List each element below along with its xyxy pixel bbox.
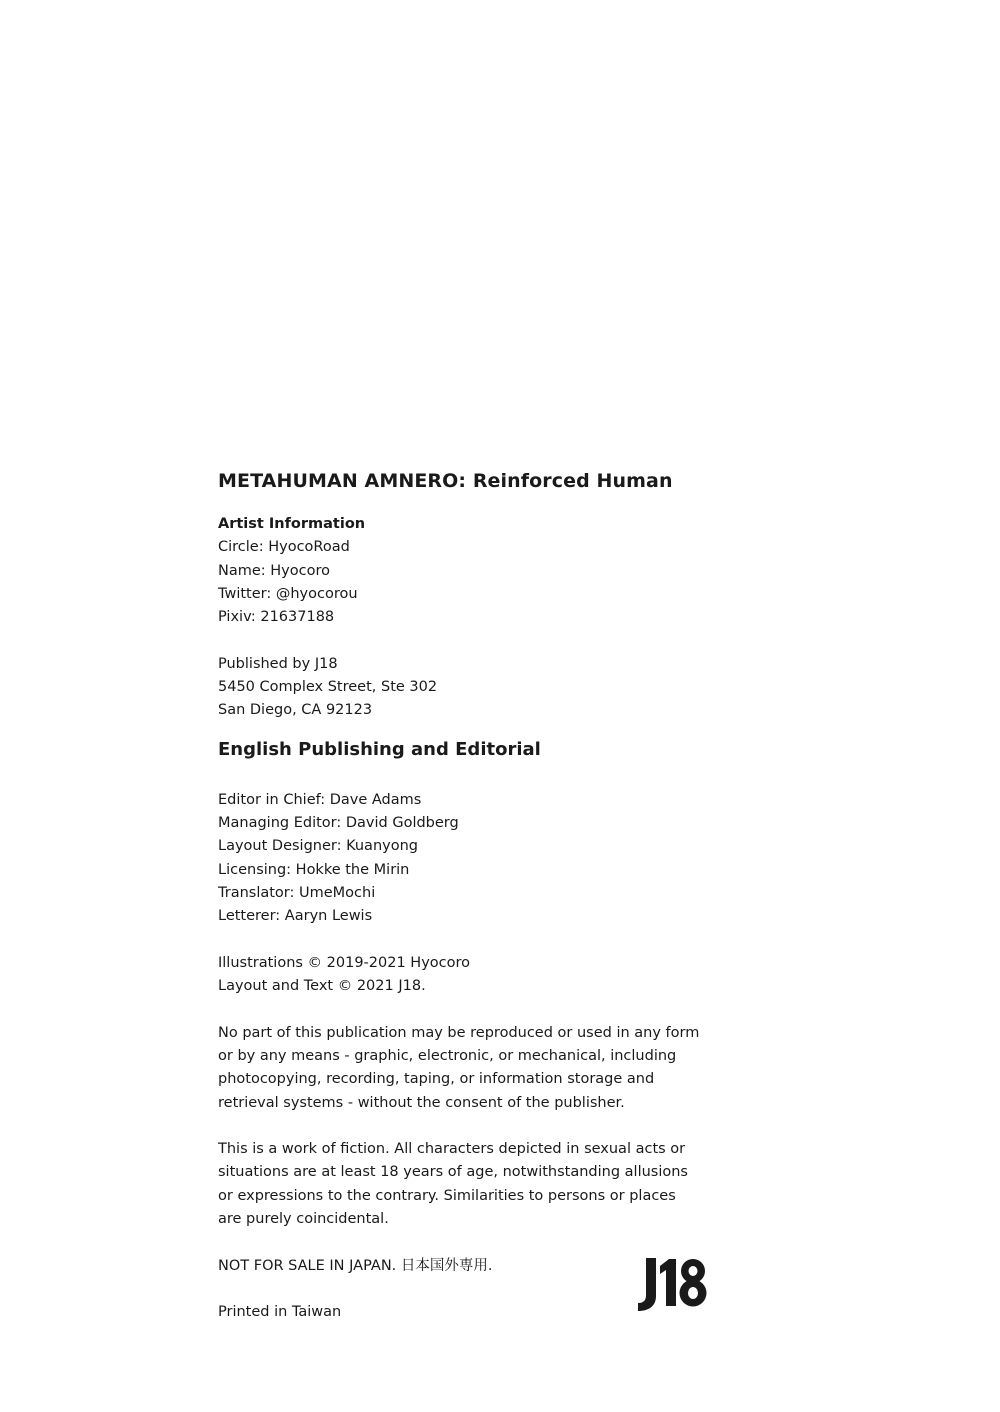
artist-twitter: Twitter: @hyocorou [218,585,358,602]
staff-licensing: Licensing: Hokke the Mirin [218,861,410,878]
book-title: METAHUMAN AMNERO: Reinforced Human [218,470,673,492]
artist-information [218,513,658,629]
copyright-notice [218,952,658,999]
copyright-illustrations: Illustrations © 2019-2021 Hyocoro [218,954,471,971]
rights-line: or by any means - graphic, electronic, or mechanical, including [218,1047,677,1064]
credits-page [218,466,700,1325]
publisher-info [218,653,658,723]
rights-line: retrieval systems - without the consent of the publisher. [218,1094,625,1111]
staff-layout-designer: Layout Designer: Kuanyong [218,838,418,855]
editorial-heading: English Publishing and Editorial [218,738,541,760]
logo-digit-8-top-hole [689,1266,698,1276]
logo-digit-8-bottom-hole [688,1287,698,1299]
publisher-name: Published by J18 [218,655,338,672]
printed-in-notice: Printed in Taiwan [218,1304,342,1321]
rights-notice [218,1022,700,1115]
artist-name: Name: Hyocoro [218,562,330,579]
copyright-layout-text: Layout and Text © 2021 J18. [218,978,426,995]
fiction-disclaimer [218,1138,688,1231]
staff-letterer: Letterer: Aaryn Lewis [218,908,373,925]
staff-managing-editor: Managing Editor: David Goldberg [218,814,459,831]
fiction-line: or expressions to the contrary. Similarities to persons or places [218,1187,676,1204]
artist-pixiv: Pixiv: 21637188 [218,609,335,626]
not-for-sale-notice: NOT FOR SALE IN JAPAN. 日本国外専用. [218,1257,493,1274]
artist-heading: Artist Information [218,516,366,532]
staff-translator: Translator: UmeMochi [218,884,376,901]
rights-line: No part of this publication may be reproduced or used in any form [218,1024,700,1041]
fiction-line: are purely coincidental. [218,1211,389,1228]
fiction-line: situations are at least 18 years of age, notwithstanding allusions [218,1164,688,1181]
fiction-line: This is a work of fiction. All characters depicted in sexual acts or [218,1141,686,1158]
logo-digit-8 [680,1259,707,1307]
publisher-street: 5450 Complex Street, Ste 302 [218,679,438,696]
rights-line: photocopying, recording, taping, or information storage and [218,1071,655,1088]
staff-editor-in-chief: Editor in Chief: Dave Adams [218,791,422,808]
j18-logo [636,1256,708,1312]
logo-letter-j [638,1258,656,1311]
publisher-city: San Diego, CA 92123 [218,702,373,719]
logo-digit-1 [660,1259,676,1306]
editorial-staff [218,789,658,929]
artist-circle: Circle: HyocoRoad [218,539,350,556]
